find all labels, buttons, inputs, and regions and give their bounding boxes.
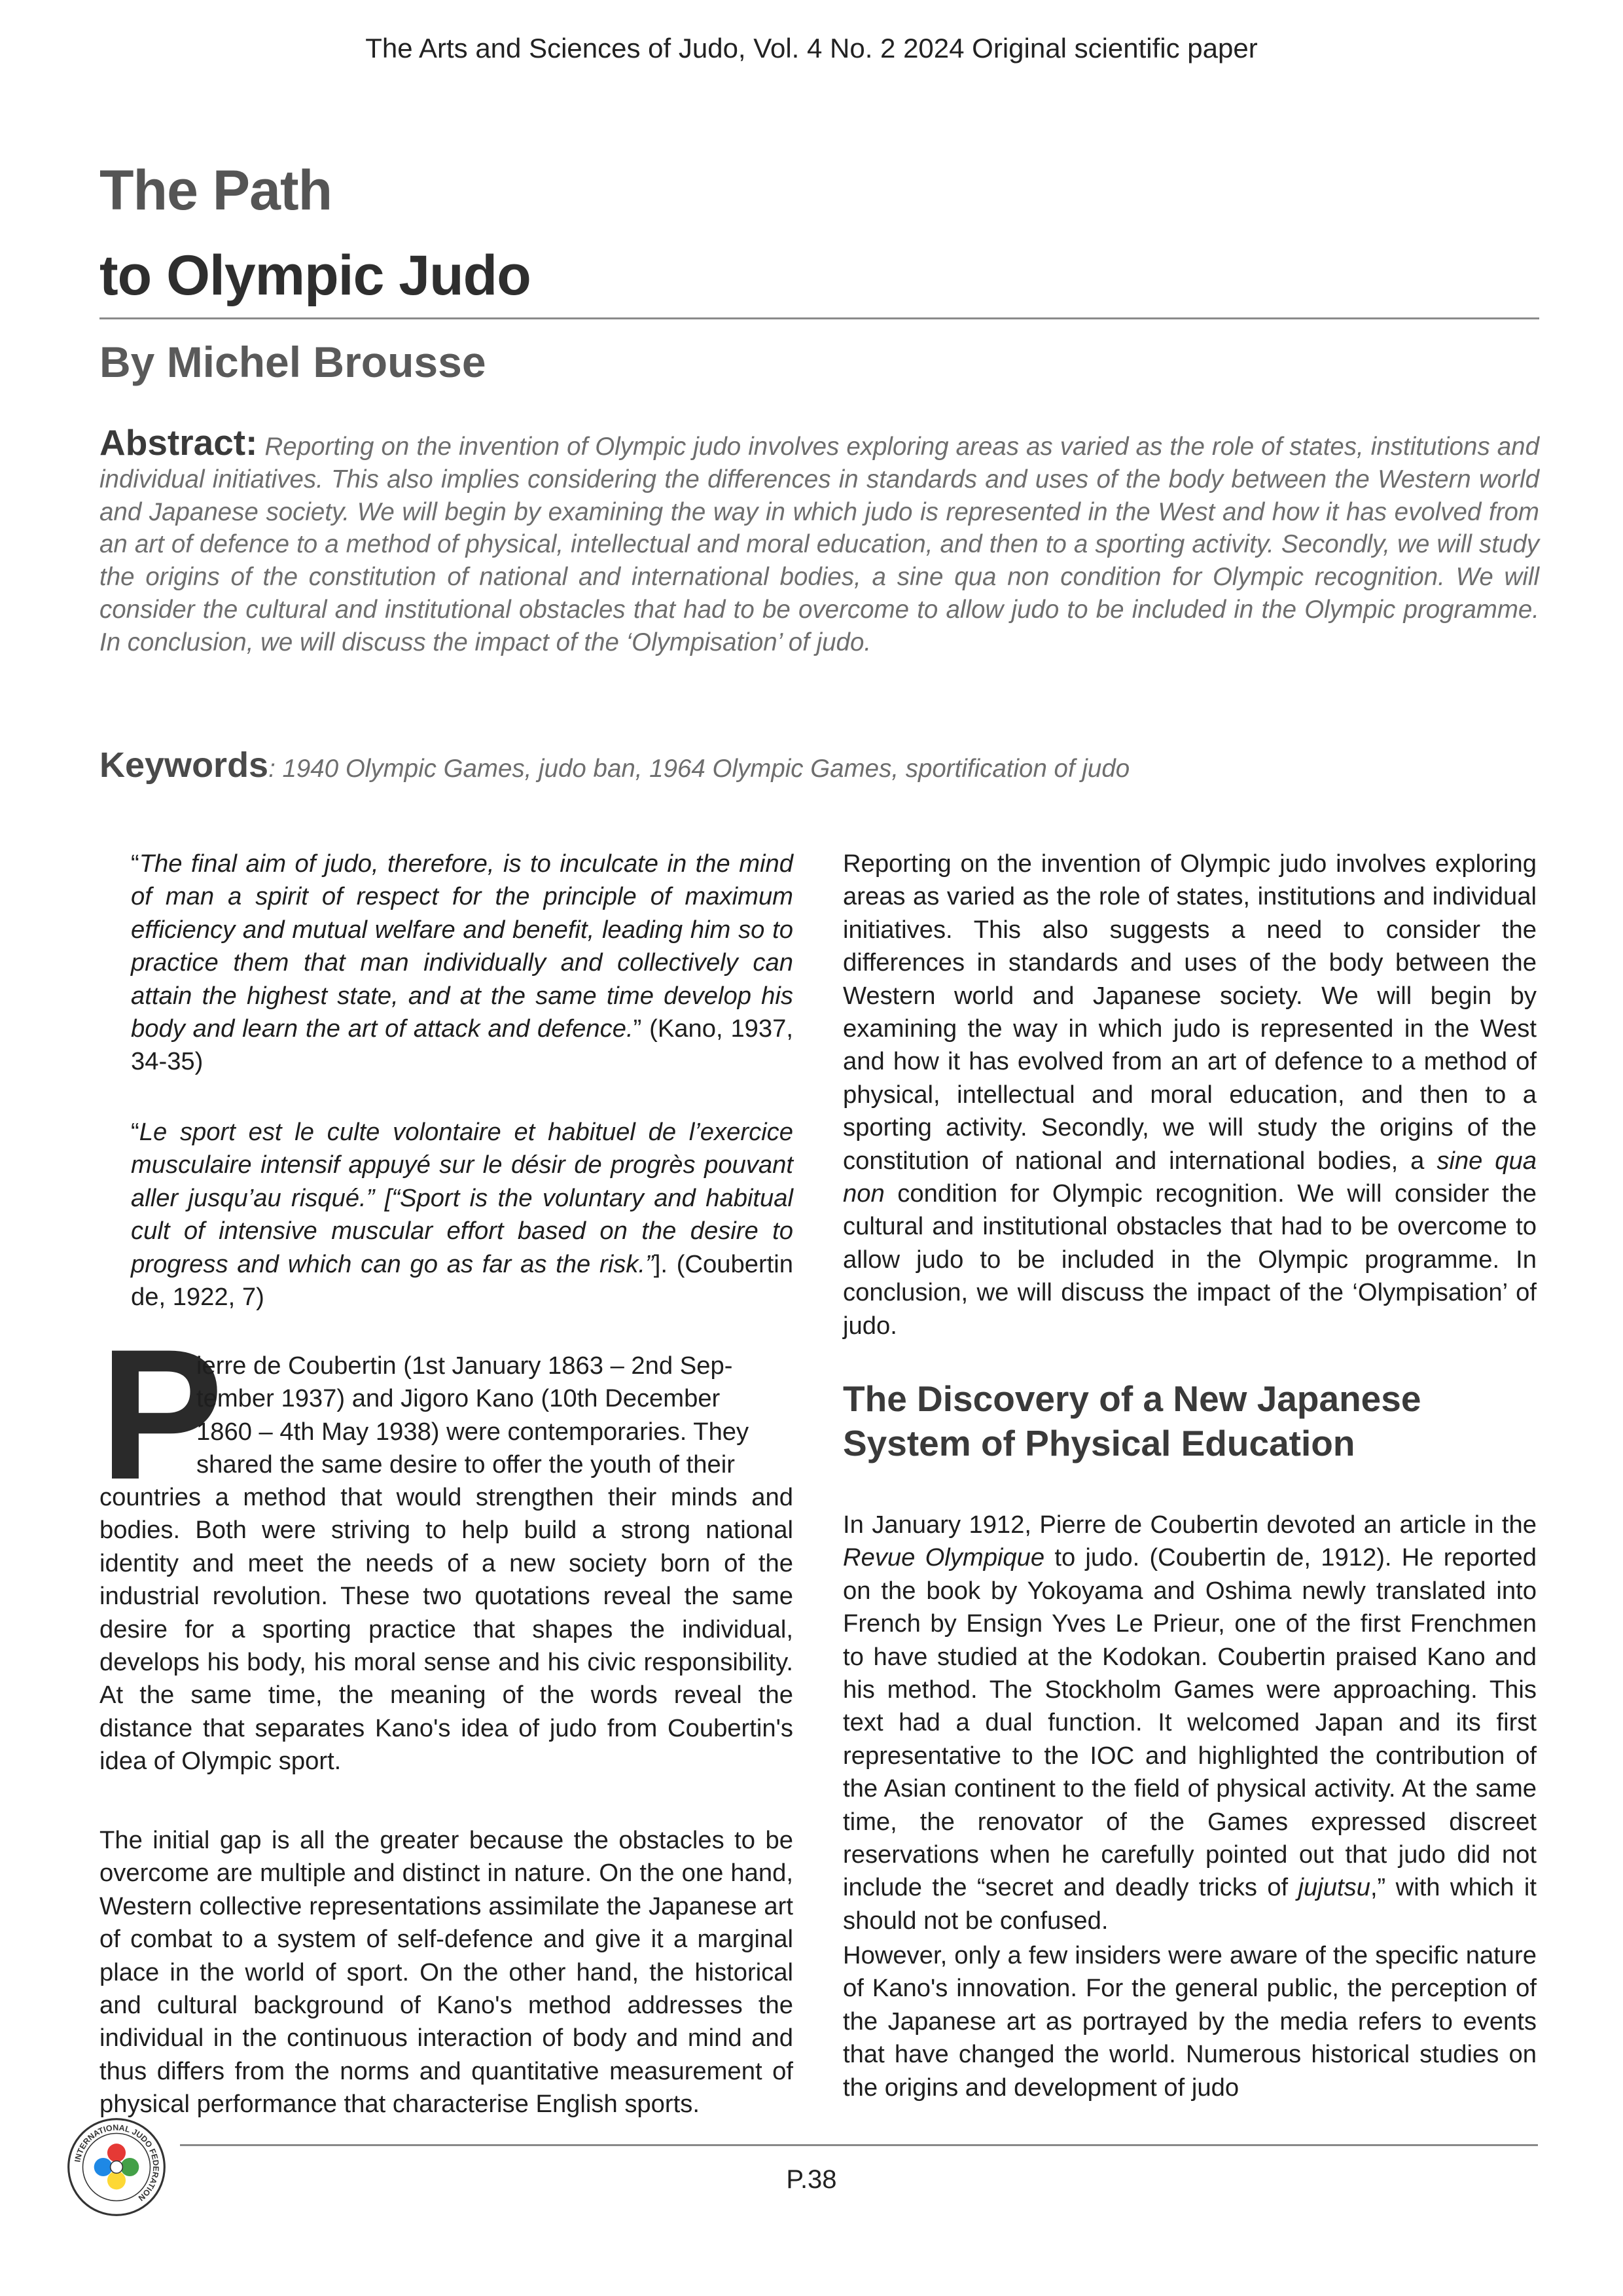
text-run: In January 1912, Pierre de Coubertin devoted an article in the xyxy=(843,1511,1537,1539)
paragraph: The initial gap is all the greater because the obstacles to be overcome are multiple and distinct in nature. On the one hand, Western collective representations assimilate the Japanese art of combat to a system of self-defence and give it a marginal place in the world of sport. On the other hand, the historical and cultural background of Kano's method addresses the individual in the continuous interaction of body and mind and thus differs from the norms and quantitative measurement of physical performance that characterise English sports. xyxy=(99,1826,793,2119)
text-line: tember 1937) and Jigoro Kano (10th December xyxy=(196,1384,721,1413)
logo-ring-text: INTERNATIONAL JUDO FEDERATION xyxy=(73,2123,161,2203)
abstract xyxy=(99,422,1539,659)
quote-text: The final aim of judo, therefore, is to inculcate in the mind of man a spirit of respect for the principle of maximum efficiency and mutual welfare and benefit, leading him so to practice them that man individually and collectively can attain the highest state, and at the same time develop his body and learn the art of attack and defence. xyxy=(131,850,793,1043)
author-byline: By Michel Brousse xyxy=(99,338,486,386)
abstract-text: Reporting on the invention of Olympic judo involves exploring areas as varied as the role of states, institutions and individual initiatives. This also implies considering the differences in standards and uses of the body between the Western world and Japanese society. We will begin by examining the way in which judo is represented in the West and how it has evolved from an art of defence to a method of physical, intellectual and moral education, and then to a sporting activity. Secondly, we will study the origins of the constitution of national and international bodies, a sine qua non condition for Olympic recognition. We will consider the cultural and institutional obstacles that had to be overcome to allow judo to be included in the Olympic programme. In conclusion, we will discuss the impact of the ‘Olympisation’ of judo. xyxy=(99,433,1539,656)
title-divider xyxy=(99,317,1539,319)
quote-open-mark: “ xyxy=(131,1118,139,1146)
paragraph: However, only a few insiders were aware of the specific nature of Kano's innovation. For the general public, the perception of the Japanese art as portrayed by the media refers to events that have changed the world. Numerous historical studies on the origins and development of judo xyxy=(843,1941,1537,2102)
keywords-label: Keywords xyxy=(99,745,269,785)
epigraph-quote-kano xyxy=(131,848,793,1079)
text-run: Reporting on the invention of Olympic judo involves exploring areas as varied as the role of states, institutions and individual initiatives. This also suggests a need to consider the differences in standards and uses of the body between the Western world and Japanese society. We will begin by examining the way in which judo is represented in the West and how it has evolved from an art of defence to a method of physical, intellectual and moral education, and then to a sporting activity. Secondly, we will study the origins of the constitution of national and international bodies, a xyxy=(843,850,1537,1175)
page-number: P.38 xyxy=(786,2165,837,2194)
text-line: shared the same desire to offer the youth of their xyxy=(196,1450,735,1479)
text-line: 1860 – 4th May 1938) were contemporaries. They xyxy=(196,1417,749,1446)
quote-citation: ” (Kano, 1937, 34-35) xyxy=(131,1014,794,1076)
quote-text: Le sport est le culte volontaire et habituel de l’exercice musculaire intensif appuyé sur le désir de progrès pouvant aller jusqu’au risqué.” [“Sport is the voluntary and habitual cult of intensive muscular effort based on the desire to progress and which can go as far as the risk.” xyxy=(131,1118,793,1278)
section-heading-line: System of Physical Education xyxy=(843,1423,1355,1463)
text-run: condition for Olympic recognition. We will consider the cultural and institutional obstacles that had to be overcome to allow judo to be included in the Olympic programme. In conclusion, we will discuss the impact of the ‘Olympisation’ of judo. xyxy=(843,1179,1537,1340)
keywords xyxy=(99,745,1130,785)
keywords-text: : 1940 Olympic Games, judo ban, 1964 Olympic Games, sportification of judo xyxy=(268,755,1130,783)
epigraph-quote-coubertin xyxy=(131,1116,793,1314)
footer-divider xyxy=(180,2144,1538,2146)
running-head: The Arts and Sciences of Judo, Vol. 4 No. 2 2024 Original scientific paper xyxy=(365,33,1258,63)
drop-cap: P xyxy=(99,1311,224,1518)
text-line: ierre de Coubertin (1st January 1863 – 2nd Sep- xyxy=(196,1352,733,1380)
italic-term: jujutsu xyxy=(1298,1873,1370,1902)
text-run: ,” with which it should not be confused. xyxy=(843,1873,1537,1935)
paragraph: countries a method that would strengthen their minds and bodies. Both were striving to help build a strong national identity and meet the needs of a new society born of the industrial revolution. These two quotations reveal the same desire for a sporting practice that shapes the individual, develops his body, his moral sense and his civic responsibility. At the same time, the meaning of the words reveal the distance that separates Kano's idea of judo from Coubertin's idea of Olympic sport. xyxy=(99,1483,793,1776)
text-run: to judo. (Coubertin de, 1912). He reported on the book by Yokoyama and Oshima newly translated into French by Ensign Yves Le Prieur, one of the first Frenchmen to have studied at the Kodokan. Coubertin praised Kano and his method. The Stockholm Games were approaching. This text had a dual function. It welcomed Japan and its first representative to the IOC and highlighted the contribution of the Asian continent to the field of physical activity. At the same time, the renovator of the Games expressed discreet reservations when he carefully pointed out that judo did not include the “secret and deadly tricks of xyxy=(843,1543,1537,1902)
opening-paragraph-indented xyxy=(196,1350,793,1482)
quote-citation: ]. (Coubertin de, 1922, 7) xyxy=(131,1249,793,1312)
article-title-line-1: The Path xyxy=(99,159,332,222)
intro-paragraph-right xyxy=(843,848,1537,1342)
opening-paragraph-rest xyxy=(99,1481,793,1778)
quote-open-mark: “ xyxy=(131,850,139,878)
article-title-line-2: to Olympic Judo xyxy=(99,244,531,307)
italic-term: sine qua non xyxy=(843,1146,1537,1208)
section-heading xyxy=(843,1376,1537,1465)
italic-title: Revue Olympique xyxy=(843,1543,1045,1572)
section-heading-line: The Discovery of a New Japanese xyxy=(843,1378,1421,1419)
body-paragraph-2 xyxy=(99,1824,793,2121)
section-paragraph-2 xyxy=(843,1939,1537,2104)
section-paragraph-1 xyxy=(843,1509,1537,1937)
abstract-label: Abstract: xyxy=(99,422,258,463)
